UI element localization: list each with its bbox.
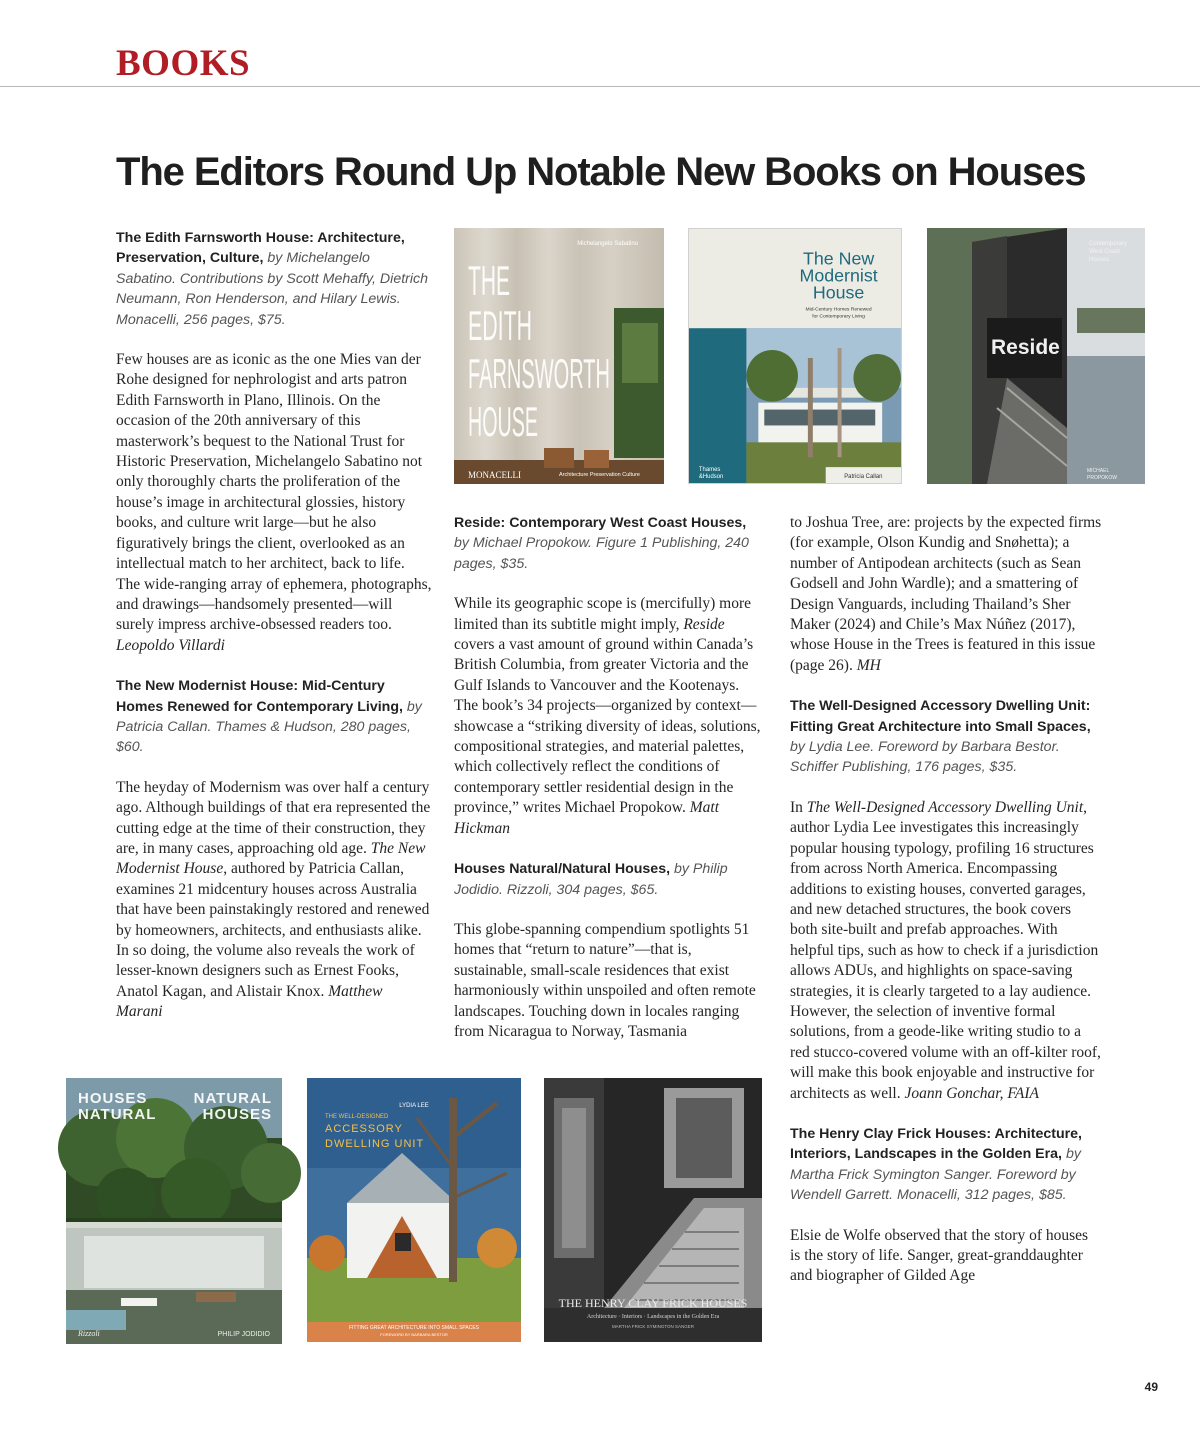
- reside-review: [454, 594, 762, 839]
- natural-cover-title-right-1: NATURAL: [193, 1090, 272, 1107]
- page-headline: The Editors Round Up Notable New Books on Houses: [116, 150, 1086, 194]
- reside-title: Reside: Contemporary West Coast Houses,: [454, 515, 747, 531]
- modernist-cover-title-3: House: [812, 282, 865, 303]
- natural-cover-author: PHILIP JODIDIO: [217, 1331, 270, 1338]
- farnsworth-book-cover: [454, 228, 664, 484]
- header-rule: [0, 86, 1200, 87]
- natural-entry-head: [454, 859, 762, 900]
- reside-text-2: covers a vast amount of ground within Canada’s British Columbia, from greater Victoria and the Gulf Islands to Vancouver and the Kootenays. The book’s 34 projects—organized by context—showcase a “striking diversity of ideas, solutions, compositional strategies, and material palettes, which collectively reflect the conditions of contemporary settler residential design in the province,” writes Michael Propokow.: [454, 636, 761, 817]
- modernist-cover-title-2: Modernist: [799, 265, 878, 286]
- modernist-cover-publisher-1: Thames: [698, 467, 721, 474]
- frick-meta: by Martha Frick Symington Sanger. Foreword by Wendell Garrett. Monacelli, 312 pages, $85.: [790, 1146, 1081, 1204]
- column-3: [790, 513, 1102, 1287]
- reside-book-title: Reside: [683, 615, 725, 633]
- modernist-cover-title-1: The New: [802, 248, 875, 269]
- reside-book-cover: [927, 228, 1145, 484]
- frick-title: The Henry Clay Frick Houses: Architecture, Interiors, Landscapes in the Golden Era,: [790, 1125, 1082, 1163]
- farnsworth-entry-head: [116, 228, 432, 330]
- reside-cover-subtitle-2: West Coast: [1089, 249, 1120, 255]
- reside-cover-title: Reside: [991, 336, 1060, 359]
- natural-cover-title-left-1: HOUSES: [78, 1090, 148, 1107]
- adu-cover-title-2: ACCESSORY: [325, 1123, 403, 1135]
- natural-title: Houses Natural/Natural Houses,: [454, 861, 671, 878]
- reside-cover-author-2: PROPOKOW: [1087, 475, 1118, 481]
- farnsworth-cover-title-3: FARNSWORTH: [468, 350, 610, 397]
- modernist-cover-author: Patricia Callan: [844, 474, 883, 481]
- adu-cover-title-1: THE WELL-DESIGNED: [325, 1114, 389, 1120]
- modernist-book-title: The New Modernist House: [116, 839, 426, 878]
- modernist-cover-subtitle-1: Mid-Century Homes Renewed: [805, 307, 872, 313]
- frick-cover-title: THE HENRY CLAY FRICK HOUSES: [558, 1296, 748, 1310]
- farnsworth-cover-publisher: MONACELLI: [468, 470, 521, 480]
- farnsworth-cover-author: Michelangelo Sabatino: [577, 241, 638, 247]
- adu-review: [790, 798, 1102, 1104]
- modernist-entry-head: [116, 676, 432, 758]
- modernist-cover-publisher-2: &Hudson: [698, 474, 724, 481]
- adu-entry-head: [790, 696, 1102, 778]
- adu-cover-subtitle: FITTING GREAT ARCHITECTURE INTO SMALL SPACES: [348, 1325, 480, 1331]
- section-label: BOOKS: [116, 43, 251, 84]
- farnsworth-cover-title-2: EDITH: [468, 302, 532, 349]
- farnsworth-cover-title-4: HOUSE: [468, 398, 538, 445]
- reside-entry-head: [454, 513, 762, 574]
- modernist-reviewer: Matthew Marani: [116, 982, 383, 1021]
- column-1: [116, 228, 432, 1023]
- natural-cover-title-left-2: NATURAL: [78, 1106, 157, 1123]
- modernist-text-2: , authored by Patricia Callan, examines 21 midcentury houses across Australia that have been painstakingly restored and renewed by homeowners, architects, and enthusiasts alike. In so doing, the volume also reveals the work of lesser-known designers such as Ernest Fooks, Anatol Kagan, and Alistair Knox.: [116, 860, 430, 1000]
- natural-meta: by Philip Jodidio. Rizzoli, 304 pages, $65.: [454, 861, 728, 898]
- frick-cover-author: MARTHA FRICK SYMINGTON SANGER: [611, 1324, 695, 1329]
- adu-cover-foreword: FOREWORD BY BARBARA BESTOR: [380, 1332, 448, 1337]
- reside-text-1: While its geographic scope is (mercifully) more limited than its subtitle might imply,: [454, 595, 751, 633]
- farnsworth-reviewer: Leopoldo Villardi: [116, 636, 225, 654]
- reside-cover-subtitle-3: Houses: [1089, 257, 1110, 263]
- reside-meta: by Michael Propokow. Figure 1 Publishing, 240 pages, $35.: [454, 535, 749, 572]
- page-number: 49: [1144, 1380, 1158, 1394]
- adu-book-title: The Well-Designed Accessory Dwelling Unit: [806, 798, 1084, 816]
- frick-entry-head: [790, 1124, 1102, 1206]
- reside-cover-subtitle-1: Contemporary: [1089, 241, 1128, 247]
- adu-cover-author: LYDIA LEE: [399, 1103, 429, 1109]
- farnsworth-meta: by Michelangelo Sabatino. Contributions by Scott Mehaffy, Dietrich Neumann, Ron Henderson, and Hilary Lewis. Monacelli, 256 pages, $75.: [116, 250, 429, 328]
- natural-reviewer: MH: [856, 656, 881, 674]
- modernist-meta: by Patricia Callan. Thames & Hudson, 280 pages, $60.: [116, 698, 422, 756]
- farnsworth-cover-title-1: THE: [468, 257, 510, 304]
- farnsworth-text: Few houses are as iconic as the one Mies van der Rohe designed for nephrologist and arts patron Edith Farnsworth in Plano, Illinois. On the occasion of the 20th anniversary of this masterwork’s bequest to the National Trust for Historic Preservation, Michelangelo Sabatino not only thoroughly charts the proliferation of the house’s image in architectural glossies, history books, and culture writ large—but he also figuratively brings the client, overlooked as an intellectual match to her architect, back to life. The wide-ranging array of ephemera, photographs, and drawings—handsomely presented—will surely impress archive-obsessed readers too.: [116, 351, 432, 634]
- modernist-title: The New Modernist House: Mid-Century Homes Renewed for Contemporary Living,: [116, 678, 403, 715]
- adu-reviewer: Joann Gonchar, FAIA: [904, 1084, 1039, 1102]
- natural-review: [454, 920, 762, 1042]
- frick-review: [790, 1226, 1102, 1287]
- frick-book-cover: [544, 1078, 762, 1342]
- column-2: [454, 513, 762, 1042]
- adu-cover-title-3: DWELLING UNIT: [325, 1138, 425, 1150]
- modernist-book-cover: [688, 228, 902, 484]
- natural-text-cont: to Joshua Tree, are: projects by the expected firms (for example, Olson Kundig and Snøhetta); a number of Antipodean architects (such as Sean Godsell and John Wardle); and a smattering of Design Vanguards, including Thailand’s Sher Maker (2024) and Chile’s Max Núñez (2017), whose House in the Trees is featured in this issue (page 26).: [790, 514, 1102, 674]
- reside-reviewer: Matt Hickman: [454, 799, 720, 837]
- natural-text: This globe-spanning compendium spotlights 51 homes that “return to nature”—that is, sustainable, small-scale residences that exist harmoniously within unspoiled and often remote landscapes. Touching down in locales ranging from Nicaragua to Norway, Tasmania: [454, 920, 756, 1040]
- natural-review-continued: [790, 513, 1102, 676]
- frick-text: Elsie de Wolfe observed that the story of houses is the story of life. Sanger, great-granddaughter and biographer of Gilded Age: [790, 1226, 1089, 1285]
- natural-book-cover: [66, 1078, 282, 1344]
- natural-cover-title-right-2: HOUSES: [202, 1106, 272, 1123]
- adu-title: The Well-Designed Accessory Dwelling Unit: Fitting Great Architecture into Small Spaces,: [790, 698, 1091, 735]
- farnsworth-cover-subtitle: Architecture Preservation Culture: [558, 472, 640, 478]
- farnsworth-review: [116, 350, 432, 656]
- adu-meta: by Lydia Lee. Foreword by Barbara Bestor. Schiffer Publishing, 176 pages, $35.: [790, 739, 1060, 776]
- frick-cover-subtitle: Architecture · Interiors · Landscapes in the Golden Era: [586, 1314, 720, 1320]
- modernist-review: [116, 778, 432, 1023]
- farnsworth-title: The Edith Farnsworth House: Architecture, Preservation, Culture,: [116, 230, 405, 267]
- natural-cover-publisher: Rizzoli: [78, 1329, 100, 1338]
- modernist-text-1: The heyday of Modernism was over half a century ago. Although buildings of that era represented the cutting edge at the time of their construction, they are, in many cases, approaching old age.: [116, 778, 431, 857]
- adu-text-in: In: [790, 798, 807, 816]
- adu-book-cover: [307, 1078, 521, 1342]
- reside-cover-author-1: MICHAEL: [1087, 468, 1110, 474]
- adu-text: , author Lydia Lee investigates this increasingly popular housing typology, profiling 16 structures from across North America. Encompassing additions to existing houses, converted garages, and new detached structures, the book covers both site-built and prefab approaches. With helpful tips, such as how to check if a jurisdiction allows ADUs, and highlights on space-saving strategies, it is clearly targeted to a lay audience. However, the selection of inventive formal solutions, from a geode-like writing studio to a red stucco-covered volume with an off-kilter roof, will make this book enjoyable and instructive for architects as well.: [790, 798, 1101, 1102]
- modernist-cover-subtitle-2: for Contemporary Living: [812, 314, 865, 320]
